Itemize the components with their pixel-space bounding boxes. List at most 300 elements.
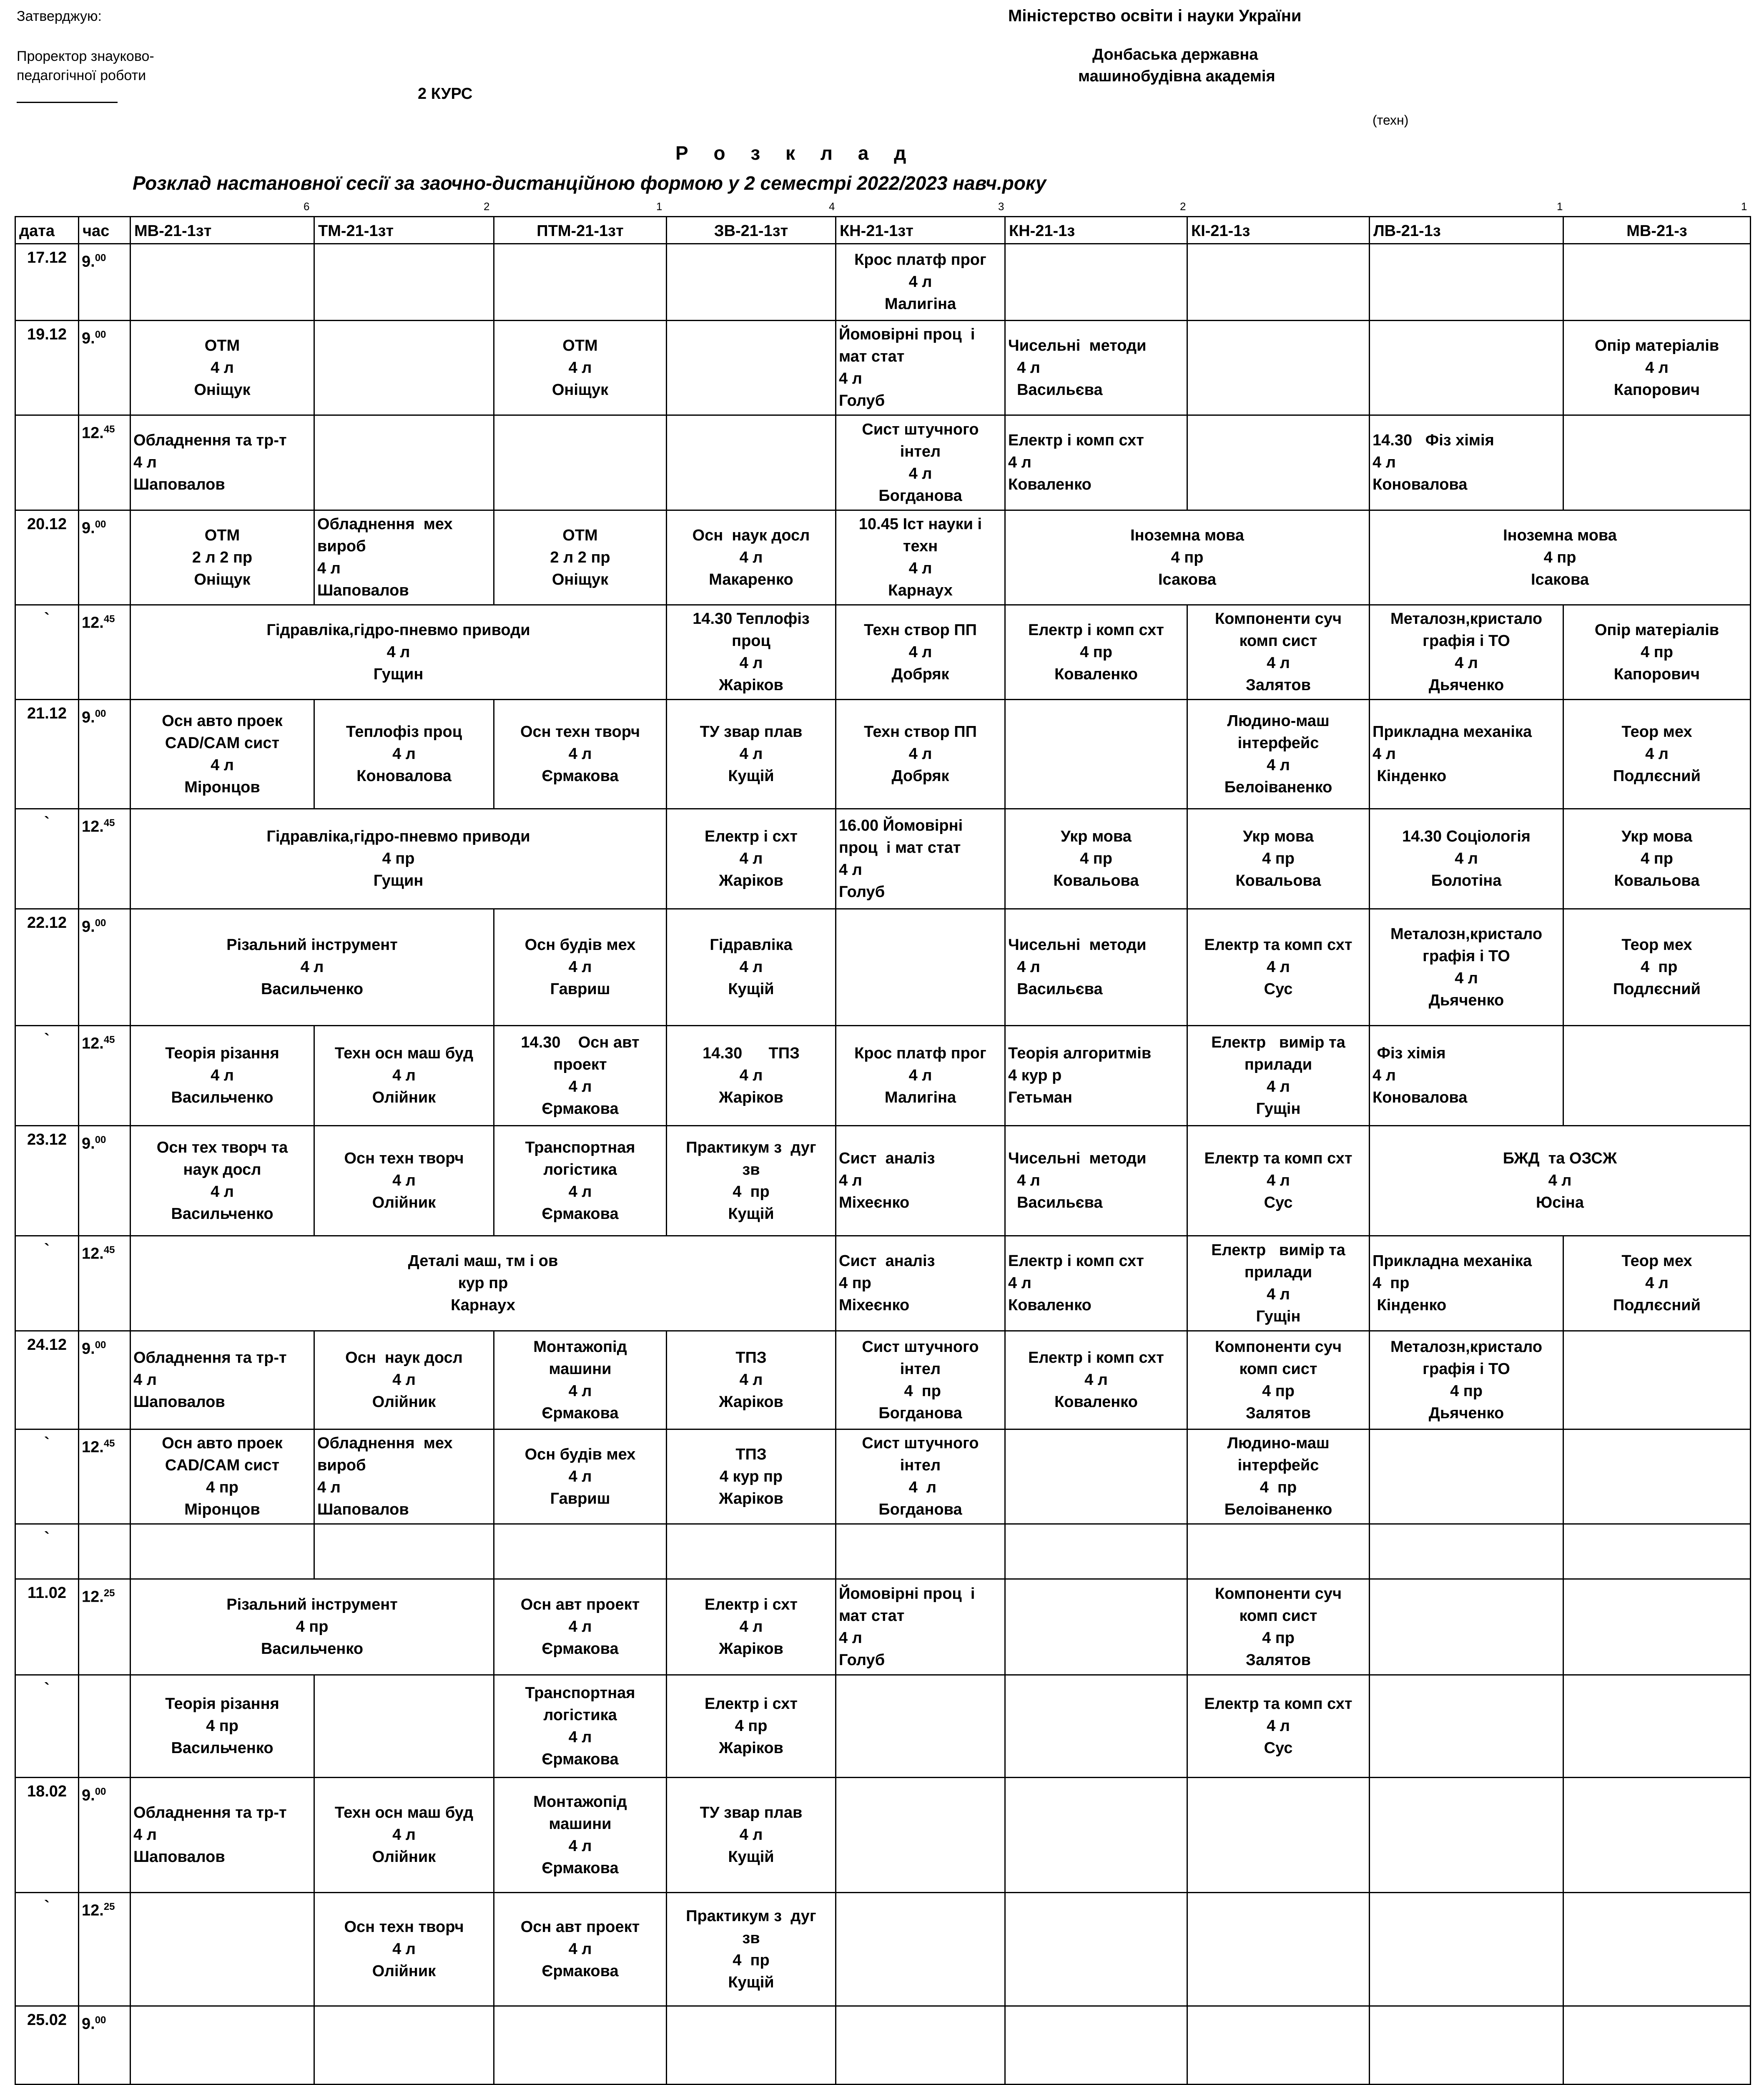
subject-name: Чисельні методи [1008,1150,1147,1167]
subject-name: Електр вимір та [1211,1241,1345,1259]
subject-name: Осн техн творч [520,723,640,741]
class-cell [836,1331,1005,1429]
class-detail: 4 л [392,745,416,763]
class-detail: 4 пр [1641,643,1673,661]
class-detail: 4 л [839,370,862,387]
column-header-group: МВ-21-1зт [130,217,314,244]
class-detail: інтел [900,1457,941,1474]
class-detail: Белоіваненко [1224,1501,1332,1518]
class-detail: 4 пр [1373,1274,1410,1292]
class-detail: 4 пр [900,1382,941,1400]
time-cell [79,1675,130,1778]
empty-cell [1370,2006,1563,2085]
class-cell [1005,415,1187,510]
class-detail: 4 л [1373,745,1396,763]
empty-cell [1005,2006,1187,2085]
class-detail: Шаповалов [317,582,409,599]
class-cell [667,1331,836,1429]
class-detail: 4 л [392,1826,416,1844]
class-cell [1187,605,1370,700]
column-number: 3 [998,200,1004,213]
empty-cell [836,1893,1005,2006]
class-cell [494,1429,667,1524]
column-header-time: час [79,217,130,244]
class-detail: Болотіна [1431,872,1502,889]
class-detail: 4 л [908,273,932,291]
class-detail: 4 л [1455,654,1478,672]
time-cell: 12.25 [79,1579,130,1675]
class-detail: Малигіна [884,1089,956,1106]
subject-name: ТПЗ [735,1445,767,1463]
class-cell [1563,321,1751,415]
subject-name: Теор мех [1621,1252,1692,1270]
subject-name: Осн авт проект [520,1918,640,1936]
class-detail: Гущін [1256,1307,1301,1325]
class-detail: Васильченко [171,1205,274,1223]
class-detail: Гавриш [550,980,610,998]
class-cell [130,1236,836,1331]
course-label: 2 КУРС [418,85,473,103]
class-detail: Дьяченко [1428,991,1504,1009]
date-cell: ` [15,1429,79,1524]
subject-name: Сист штучного [862,1434,979,1452]
class-detail: 4 пр [1080,850,1112,867]
class-cell [494,1126,667,1236]
class-detail: 4 л [1267,654,1290,672]
class-detail: Юсіна [1536,1194,1584,1211]
table-row [15,415,1751,510]
schedule-table [15,216,1751,2085]
empty-cell [836,909,1005,1026]
time-cell: 9.00 [79,700,130,809]
subject-name: Обладнення мех [317,515,453,533]
column-header-group: ЛВ-21-1з [1370,217,1563,244]
subject-name: ОТМ [562,337,598,354]
subject-name: Техн осн маш буд [334,1804,474,1821]
class-detail: 4 пр [1641,850,1673,867]
subject-name: Компоненти суч [1214,610,1342,628]
subject-name: Сист штучного [862,1338,979,1356]
class-detail: 4 л [1645,359,1669,377]
class-detail: логістика [543,1706,617,1724]
subject-name: Електр і схт [704,1596,798,1613]
class-detail: 4 л [1267,1078,1290,1095]
class-detail: Жаріков [719,1640,783,1658]
empty-cell [1370,1429,1563,1524]
class-detail: Гущін [1256,1100,1301,1118]
class-detail: Богданова [878,1404,962,1422]
class-cell [494,700,667,809]
class-cell [494,1026,667,1126]
subject-name: ОТМ [562,526,598,544]
class-cell [1563,909,1751,1026]
empty-cell [1563,1331,1751,1429]
subject-name: Компоненти суч [1214,1585,1342,1603]
class-cell [667,809,836,909]
empty-cell [1370,1675,1563,1778]
approve-label: Затверджую: [17,8,102,24]
empty-cell [1563,1026,1751,1126]
class-detail: Жаріков [719,1089,783,1106]
class-detail: 4 л [568,1837,592,1855]
class-cell [836,700,1005,809]
subject-name: Опір матеріалів [1594,337,1719,354]
subject-name: 10.45 Іст науки і [858,515,982,533]
empty-cell [1005,1429,1187,1524]
class-detail: мат стат [839,1607,905,1625]
class-detail: 4 л [211,1183,234,1201]
empty-cell [1005,1675,1187,1778]
class-cell [314,700,494,809]
column-header-group: КН-21-1з [1005,217,1187,244]
class-cell [130,321,314,415]
table-row [15,1524,1751,1579]
time-cell: 9.00 [79,2006,130,2085]
table-row [15,510,1751,605]
subject-name: Обладнення мех [317,1434,453,1452]
class-detail: Кінденко [1373,1296,1447,1314]
subject-name: Гідравліка,гідро-пневмо приводи [266,828,530,845]
subject-name: Укр мова [1621,828,1692,845]
subject-name: 14.30 Фіз хімія [1373,432,1494,449]
class-detail: Єрмакова [542,767,619,785]
class-cell [494,1675,667,1778]
subject-name: ТУ звар плав [700,723,803,741]
class-cell [130,1429,314,1524]
empty-cell [1563,1778,1751,1893]
empty-cell [1187,1778,1370,1893]
class-detail: Васильєва [1008,1194,1103,1211]
class-detail: Сус [1264,1194,1293,1211]
class-detail: 2 л 2 пр [550,548,610,566]
class-detail: Карнаух [451,1296,515,1314]
class-cell [1370,700,1563,809]
class-detail: Олійник [372,1848,436,1866]
subject-name: Електр і комп схт [1008,1252,1144,1270]
tech-note: (техн) [1373,113,1409,128]
class-cell [1005,909,1187,1026]
empty-cell [1563,1579,1751,1675]
subject-name: Електр і схт [704,1695,798,1713]
class-detail: графія і ТО [1423,1360,1510,1378]
class-detail: 4 пр [1260,1479,1297,1496]
class-detail: 4 л [739,1371,763,1389]
subject-name: Йомовірні проц і [839,326,975,343]
class-detail: 4 л [1084,1371,1108,1389]
subject-name: Електр та комп схт [1204,1695,1352,1713]
class-cell [836,605,1005,700]
class-detail: 4 л [1008,1274,1031,1292]
class-detail: 4 пр [1262,1629,1295,1647]
subject-name: Електр і схт [704,828,798,845]
class-detail: 4 пр [1262,1382,1295,1400]
subject-name: Осн техн творч [344,1918,464,1936]
class-detail: 4 пр [1636,958,1678,976]
subject-name: Монтажопід [533,1793,627,1811]
table-row [15,1893,1751,2006]
empty-cell [1005,1524,1187,1579]
class-detail: 4 л [1548,1172,1572,1189]
class-detail: 4 л [568,1940,592,1958]
time-cell: 9.00 [79,1778,130,1893]
class-cell [130,1126,314,1236]
class-detail: 4 л [133,1826,157,1844]
subject-name: Техн створ ПП [864,723,977,741]
class-detail: 4 л [739,548,763,566]
class-detail: Міхеєнко [839,1296,910,1314]
class-detail: 4 л [133,454,157,471]
class-detail: Гавриш [550,1490,610,1507]
empty-cell [1563,415,1751,510]
table-row [15,909,1751,1026]
class-detail: 4 л [908,1067,932,1084]
class-detail: Єрмакова [542,1859,619,1877]
academy-line-2: машинобудівна академія [1078,68,1275,85]
class-detail: 4 л [1645,745,1669,763]
class-detail: Коновалова [1373,476,1468,493]
subject-name: Осн авт проект [520,1596,640,1613]
class-detail: 4 л [1267,958,1290,976]
class-detail: Жаріков [719,676,783,694]
class-cell [667,1893,836,2006]
class-detail: 4 пр [296,1618,329,1635]
subject-name: Крос платф прог [854,1045,986,1062]
class-detail: Жаріков [719,1393,783,1411]
class-detail: 4 л [568,1467,592,1485]
empty-cell [130,1893,314,2006]
class-detail: 4 кур пр [719,1467,783,1485]
class-cell [130,1331,314,1429]
subject-name: Теплофіз проц [346,723,462,741]
class-detail: Міронцов [184,778,260,796]
class-cell [130,510,314,605]
class-detail: 4 л [392,1371,416,1389]
subject-name: Електр та комп схт [1204,936,1352,954]
class-detail: Подлєсний [1613,767,1701,785]
column-header-group: ЗВ-21-1зт [667,217,836,244]
class-detail: Коваленко [1008,476,1092,493]
class-cell [667,1026,836,1126]
class-cell [1563,1236,1751,1331]
class-cell [836,244,1005,321]
class-detail: 4 л [1267,1172,1290,1189]
class-detail: 4 л [739,958,763,976]
class-cell [667,510,836,605]
class-detail: 4 л [568,1183,592,1201]
subject-name: Опір матеріалів [1594,621,1719,639]
empty-cell [1005,700,1187,809]
class-cell [667,1126,836,1236]
empty-cell [667,321,836,415]
class-detail: 4 л [568,1382,592,1400]
subject-name: Фіз хімія [1373,1045,1446,1062]
subject-name: Осн будів мех [524,936,636,954]
subject-name: ТПЗ [735,1349,767,1367]
class-detail: 4 л [1455,969,1478,987]
class-cell [667,909,836,1026]
class-cell [494,1331,667,1429]
class-cell [1187,1236,1370,1331]
class-detail: Васильєва [1008,980,1103,998]
empty-cell [667,1524,836,1579]
date-cell: 22.12 [15,909,79,1026]
table-row [15,244,1751,321]
subject-name: Сист штучного [862,420,979,438]
class-cell [1563,605,1751,700]
class-cell [836,1236,1005,1331]
class-cell [1187,1126,1370,1236]
column-header-group: КН-21-1зт [836,217,1005,244]
class-detail: Міронцов [184,1501,260,1518]
class-detail: 4 пр [382,850,415,867]
class-detail: Добряк [891,767,949,785]
date-cell: 24.12 [15,1331,79,1429]
class-cell [1187,1331,1370,1429]
column-header-group: КІ-21-1з [1187,217,1370,244]
subject-name: Металозн,кристало [1390,925,1543,943]
column-number: 1 [1741,200,1747,213]
empty-cell [1370,1893,1563,2006]
class-detail: Белоіваненко [1224,778,1332,796]
class-detail: CAD/CAM сист [165,734,280,752]
empty-cell [1370,1579,1563,1675]
class-detail: машини [549,1360,612,1378]
column-number: 4 [829,200,835,213]
class-detail: Кущій [728,1205,774,1223]
table-row [15,809,1751,909]
class-detail: 4 л [1455,850,1478,867]
class-detail: Кущій [728,1848,774,1866]
class-detail: Гущин [373,872,424,889]
table-header-row [15,217,1751,244]
subject-name: Іноземна мова [1130,526,1244,544]
class-detail: 4 пр [1262,850,1295,867]
subject-name: Електр вимір та [1211,1033,1345,1051]
class-detail: 4 л [908,643,932,661]
class-detail: 4 л [1008,454,1031,471]
class-cell [494,1893,667,2006]
subject-name: Осн тех творч та [156,1138,288,1156]
class-cell [130,415,314,510]
empty-cell [1563,1429,1751,1524]
empty-cell [1187,2006,1370,2085]
class-detail: наук досл [183,1161,261,1178]
class-detail: 4 л [908,560,932,577]
class-detail: 4 л [211,756,234,774]
class-detail: Олійник [372,1194,436,1211]
empty-cell [667,415,836,510]
table-row [15,1579,1751,1675]
date-cell: 25.02 [15,2006,79,2085]
class-cell [836,415,1005,510]
date-cell: ` [15,809,79,909]
empty-cell [1563,244,1751,321]
class-cell [1005,510,1370,605]
class-detail: 4 пр [1450,1382,1483,1400]
subject-name: Укр мова [1243,828,1314,845]
class-detail: Олійник [372,1962,436,1980]
class-detail: 4 л [739,1826,763,1844]
class-detail: 4 л [1008,359,1040,377]
class-cell [1005,1026,1187,1126]
table-row [15,700,1751,809]
empty-cell [314,244,494,321]
class-detail: 4 л [392,1940,416,1958]
time-cell: 9.00 [79,510,130,605]
subject-name: Сист аналіз [839,1252,935,1270]
class-detail: Єрмакова [542,1962,619,1980]
class-detail: 4 л [839,1629,862,1647]
class-detail: 4 л [1373,1067,1396,1084]
empty-cell [1187,321,1370,415]
subject-name: Теор мех [1621,936,1692,954]
class-detail: 4 пр [733,1183,770,1201]
subject-name: Електр і комп схт [1008,432,1144,449]
time-cell: 12.45 [79,1026,130,1126]
time-cell: 9.00 [79,244,130,321]
subject-name: Укр мова [1061,828,1132,845]
class-cell [494,1579,667,1675]
class-cell [1005,321,1187,415]
column-number: 2 [1180,200,1186,213]
class-cell [1370,809,1563,909]
class-cell [1370,1331,1563,1429]
class-detail: Малигіна [884,295,956,313]
class-detail: Єрмакова [542,1404,619,1422]
empty-cell [1370,321,1563,415]
class-detail: машини [549,1815,612,1833]
class-cell [494,321,667,415]
empty-cell [494,2006,667,2085]
column-header-group: ТМ-21-1зт [314,217,494,244]
date-cell: 23.12 [15,1126,79,1236]
table-row [15,1236,1751,1331]
subject-name: 14.30 Теплофіз [693,610,810,628]
class-detail: Подлєсний [1613,1296,1701,1314]
subject-name: 14.30 ТПЗ [703,1045,800,1062]
table-row [15,1778,1751,1893]
class-cell [667,700,836,809]
empty-cell [494,1524,667,1579]
date-cell: 11.02 [15,1579,79,1675]
class-detail: Гетьман [1008,1089,1072,1106]
date-cell: 20.12 [15,510,79,605]
class-detail: 4 л [568,359,592,377]
signature-line [17,102,118,103]
class-cell [1187,1429,1370,1524]
class-cell [1005,605,1187,700]
class-detail: Богданова [878,487,962,505]
class-detail: 4 л [1008,1172,1040,1189]
class-detail: комп сист [1239,1607,1317,1625]
class-detail: 4 пр [1171,548,1204,566]
class-detail: 4 л [908,745,932,763]
class-detail: 2 л 2 пр [192,548,253,566]
time-cell: 12.45 [79,809,130,909]
class-detail: Оніщук [552,570,609,588]
empty-cell [130,2006,314,2085]
class-detail: проц [732,632,770,650]
column-number: 6 [304,200,310,213]
class-cell [1187,909,1370,1026]
class-detail: логістика [543,1161,617,1178]
date-cell: ` [15,1893,79,2006]
class-cell [130,1675,314,1778]
class-detail: Кінденко [1373,767,1447,785]
subject-name: Чисельні методи [1008,337,1147,354]
class-detail: Васильченко [171,1089,274,1106]
subject-name: Монтажопід [533,1338,627,1356]
